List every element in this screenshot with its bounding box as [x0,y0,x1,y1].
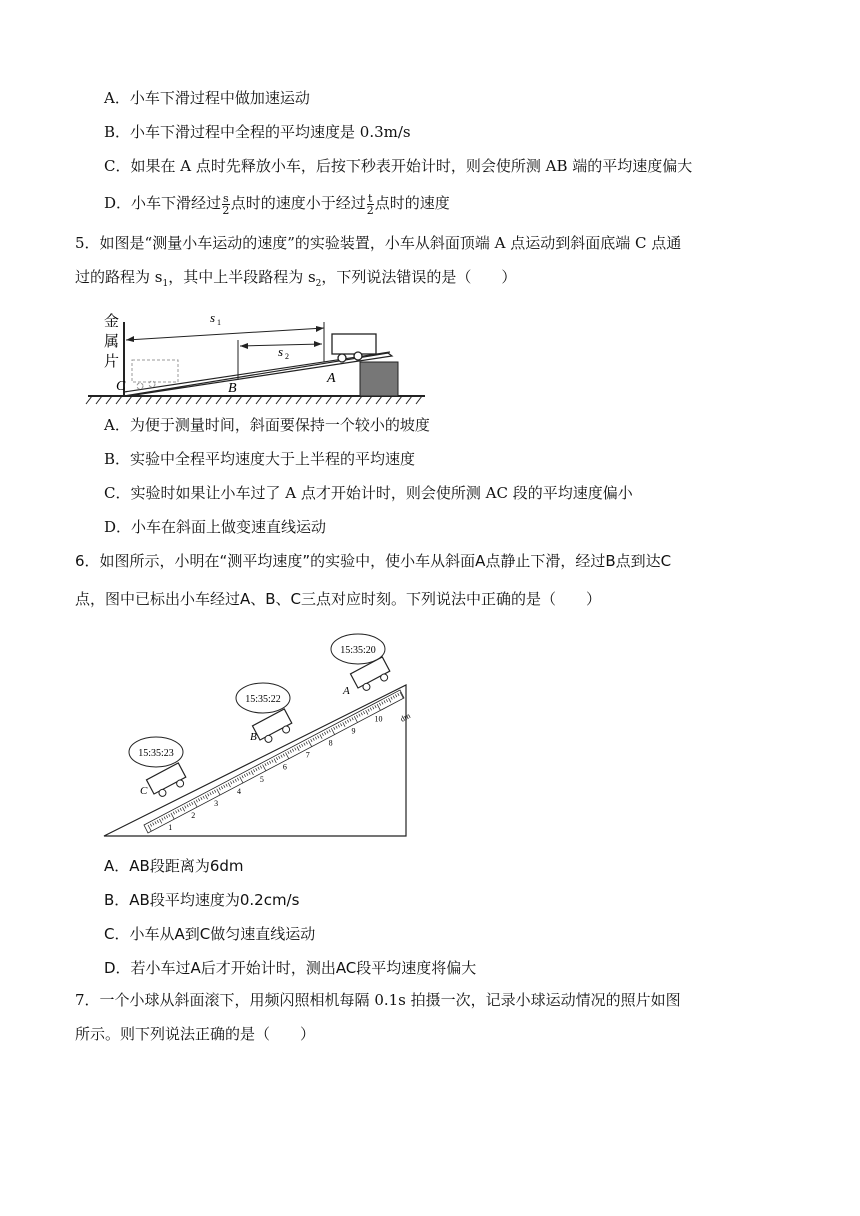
cart-at-b [252,709,294,746]
ruler-tick-label: 3 [214,798,219,808]
q7-stem-line1: 7．一个小球从斜面滚下，用频闪照相机每隔 0.1s 拍摄一次，记录小球运动情况的照片如图 [75,991,681,1009]
point-a-label: A [327,371,336,386]
ruler-tick-label: 2 [191,811,196,821]
metal-label: 金 [104,314,120,330]
q6-stem-line2: 点，图中已标出小车经过A、B、C三点对应时刻。下列说法中正确的是（ ） [75,590,602,608]
q5-incline-figure [80,300,440,408]
ruler-tick-label: 4 [237,786,242,796]
q4-option-d-suffix: 点时的速度 [374,194,450,212]
q4-option-b: B．小车下滑过程中全程的平均速度是 0.3m/s [104,123,411,141]
time-a: 15:35:20 [340,645,376,656]
q6-incline-ruler-figure [100,630,420,840]
q5-stem-text: ，其中上半段路程为 s [168,268,316,286]
q5-option-d: D．小车在斜面上做变速直线运动 [104,518,327,536]
metal-label: 属 [104,334,120,350]
q6-option-c: C．小车从A到C做匀速直线运动 [104,925,316,943]
fraction-denominator: 2 [366,203,374,217]
subscript: 2 [315,279,322,289]
s1-arrowhead-right [316,326,324,332]
s1-arrowhead-left [126,336,134,342]
s2-arrowhead-left [240,343,248,349]
q4-option-a: A．小车下滑过程中做加速运动 [104,89,310,107]
q6-option-b: B．AB段平均速度为0.2cm/s [104,891,300,909]
cart-at-c [146,763,188,800]
time-b: 15:35:22 [245,694,281,705]
ruler-tick-label: 6 [282,762,287,772]
s1-label: s [210,310,216,325]
ruler-tick-label: 9 [351,726,356,736]
q6-stem-line1: 6．如图所示，小明在“测平均速度”的实验中，使小车从斜面A点静止下滑，经过B点到达C [75,552,672,570]
point-c-label: C [140,785,148,797]
q4-option-d [104,192,450,216]
point-a-label: A [343,685,350,697]
fraction-denominator: 2 [222,203,230,217]
incline-surface [124,352,390,392]
q6-option-d: D．若小车过A后才开始计时，测出AC段平均速度将偏大 [104,959,477,977]
s2-label: s [278,344,284,359]
ruler-tick-label: 7 [305,750,310,760]
q5-stem-line1: 5．如图是“测量小车运动的速度”的实验装置，小车从斜面顶端 A 点运动到斜面底端 C 点通 [75,234,682,252]
q4-option-c: C．如果在 A 点时先释放小车，后按下秒表开始计时，则会使所测 AB 端的平均速度偏大 [104,157,693,175]
subscript: 1 [162,279,169,289]
fraction-s-over-2 [222,193,230,216]
ground-hatching [86,396,422,404]
q5-option-b: B．实验中全程平均速度大于上半程的平均速度 [104,450,416,468]
s2-subscript: 2 [285,352,289,361]
ruler-tick-label: 10 [374,714,383,724]
q4-option-d-middle: 点时的速度小于经过 [230,194,366,212]
incline-plank [124,353,392,396]
time-c: 15:35:23 [138,748,174,759]
point-b-label: B [228,381,237,396]
ruler-tick-label: 1 [168,823,173,833]
q5-option-a: A．为便于测量时间，斜面要保持一个较小的坡度 [104,416,430,434]
point-c-label: C [116,379,126,394]
fraction-t-over-2 [367,193,374,216]
ruler-unit-label: dm [398,711,412,724]
point-b-label: B [250,731,257,743]
q5-stem-text: ，下列说法错误的是（ ） [321,268,517,286]
q5-stem-text: 过的路程为 s [75,268,163,286]
fraction-numerator: t [367,191,373,205]
ruler-tick-label: 5 [259,774,264,784]
q6-option-a: A．AB段距离为6dm [104,857,244,875]
ruler-tick-label: 8 [328,738,333,748]
q4-option-d-prefix: D．小车下滑经过 [104,194,222,212]
support-block [360,362,398,396]
s1-subscript: 1 [217,318,221,327]
q5-option-c: C．实验时如果让小车过了 A 点才开始计时，则会使所测 AC 段的平均速度偏小 [104,484,633,502]
s2-arrowhead-right [314,341,322,347]
q7-stem-line2: 所示。则下列说法正确的是（ ） [75,1025,316,1043]
fraction-numerator: s [223,191,229,205]
metal-label: 片 [104,354,120,370]
q5-stem-line2 [75,266,516,295]
s1-arrow [126,328,324,340]
